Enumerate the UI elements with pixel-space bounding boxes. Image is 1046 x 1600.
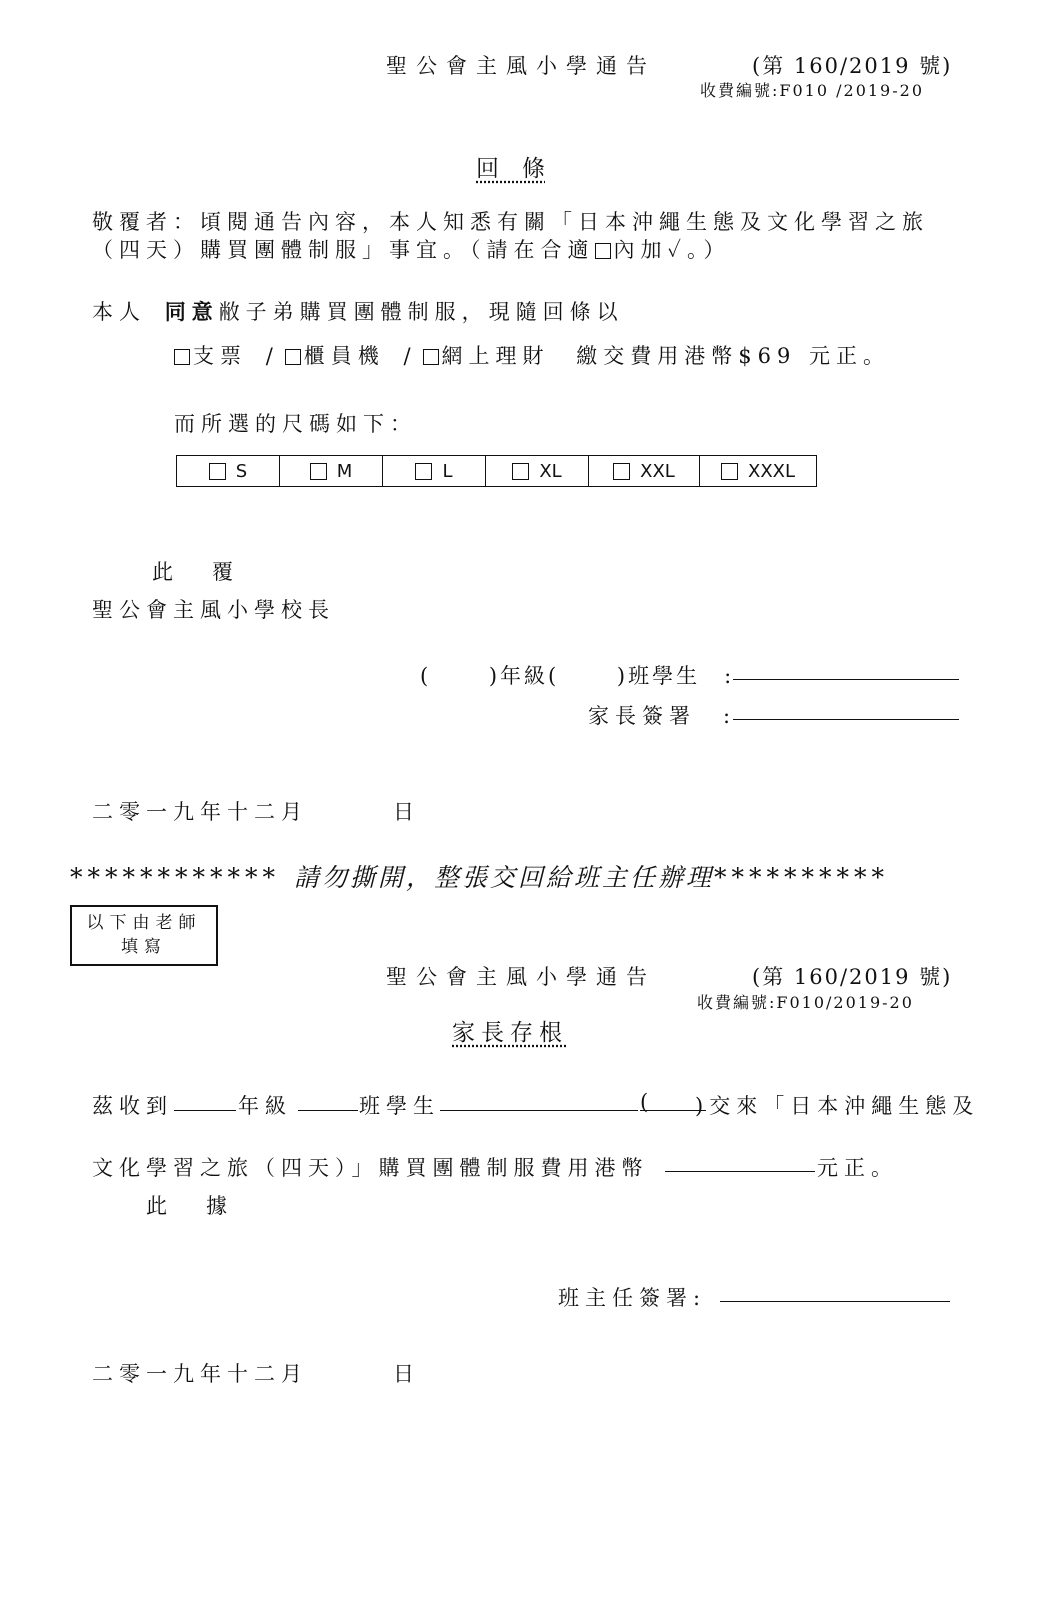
pay-cheque-checkbox[interactable] [174, 349, 190, 365]
payment-options [174, 340, 890, 370]
student-name-line[interactable] [733, 679, 959, 680]
reply-paragraph-line2-end: 內加✓。） [613, 238, 731, 262]
pay-separator: / [403, 344, 417, 368]
stub-student-name-line[interactable] [440, 1110, 638, 1111]
notice-number: (第 160/2019 號) [752, 54, 953, 78]
stub-fee-code: 收費編號:F010/2019-20 [697, 993, 914, 1012]
checkbox-icon[interactable] [721, 463, 738, 480]
consent-prefix: 本人 [92, 300, 146, 324]
stub-teacher-sign-line[interactable] [720, 1301, 950, 1302]
pay-separator: / [265, 344, 279, 368]
size-option-l[interactable] [383, 456, 486, 487]
consent-suffix: 敝子弟購買團體制服，現隨回條以 [218, 300, 624, 324]
reply-date: 二零一九年十二月 [92, 800, 308, 824]
size-option-xxl[interactable] [589, 456, 700, 487]
parent-sign-line[interactable] [733, 719, 959, 720]
stub-grade-line[interactable] [174, 1110, 236, 1111]
stub-amount-line[interactable] [665, 1171, 815, 1172]
size-label: M [336, 460, 353, 482]
divider-stars: ************ [70, 863, 280, 892]
parent-sign-label: 家長簽署 : [588, 704, 737, 728]
fee-code: 收費編號:F010 /2019-20 [700, 81, 924, 100]
stub-line2-a: 文化學習之旅（四天）」購買團體制服費用港幣 [92, 1156, 649, 1180]
pay-online-label: 網上理財 [441, 344, 550, 368]
checkbox-icon[interactable] [415, 463, 432, 480]
checkbox-icon[interactable] [613, 463, 630, 480]
stub-paren-open: ( [640, 1090, 649, 1114]
size-label: XXXL [747, 460, 796, 482]
stub-line2-b: 元正。 [817, 1156, 898, 1180]
school-notice-title: 聖公會主風小學通告 [386, 54, 656, 78]
consent-line [92, 296, 624, 326]
divider-message: 請勿撕開，整張交回給班主任辦理 [293, 863, 714, 892]
stub-line1-a: 茲收到 [92, 1094, 173, 1118]
checkbox-icon[interactable] [310, 463, 327, 480]
consent-agree: 同意 [164, 300, 219, 324]
stub-school-notice: 聖公會主風小學通告 [386, 965, 656, 989]
reply-paragraph-line2-text: （四天）購買團體制服」事宜。（請在合適 [92, 238, 595, 262]
divider-stars: ********** [713, 863, 889, 892]
checkbox-icon[interactable] [512, 463, 529, 480]
size-option-m[interactable] [280, 456, 383, 487]
reply-addressee: 聖公會主風小學校長 [92, 598, 335, 622]
pay-online-checkbox[interactable] [423, 349, 439, 365]
checkbox-icon [595, 243, 611, 259]
teacher-box-line2: 填寫 [121, 937, 167, 957]
stub-teacher-sign-label: 班主任簽署: [558, 1286, 707, 1310]
pay-atm-checkbox[interactable] [285, 349, 301, 365]
size-option-xxxl[interactable] [700, 456, 817, 487]
pay-cheque-label: 支票 [193, 344, 247, 368]
pay-amount: 繳交費用港幣$69 元正。 [576, 344, 890, 368]
size-intro: 而所選的尺碼如下： [174, 412, 417, 436]
pay-atm-label: 櫃員機 [303, 344, 385, 368]
stub-notice-number: (第 160/2019 號) [752, 965, 953, 989]
checkbox-icon[interactable] [209, 463, 226, 480]
reply-paragraph-line2 [92, 234, 731, 264]
teacher-box-line1: 以下由老師 [86, 913, 202, 933]
size-label: L [442, 460, 453, 482]
reply-slip-title: 回 條 [476, 156, 545, 182]
stub-line1-c: 班學生 [359, 1094, 440, 1118]
stub-date: 二零一九年十二月 [92, 1362, 308, 1386]
size-label: XL [539, 460, 562, 482]
stub-title: 家長存根 [452, 1020, 568, 1046]
reply-paragraph-line1: 敬覆者：頃閱通告內容，本人知悉有關「日本沖繩生態及文化學習之旅 [92, 210, 929, 234]
teacher-fill-box [70, 905, 218, 966]
size-option-s[interactable] [177, 456, 280, 487]
reply-closing: 此 覆 [152, 560, 242, 584]
size-option-xl[interactable] [486, 456, 589, 487]
size-label: XXL [640, 460, 675, 482]
stub-line1-d: )交來「日本沖繩生態及 [695, 1094, 980, 1118]
stub-receipt: 此 據 [146, 1194, 236, 1218]
size-label: S [235, 460, 248, 482]
stub-class-line[interactable] [298, 1110, 358, 1111]
stub-date-day: 日 [393, 1362, 414, 1386]
size-table [176, 455, 817, 487]
reply-date-day: 日 [393, 800, 414, 824]
stub-line1-b: 年級 [238, 1094, 292, 1118]
class-label: ( )年級( )班學生 : [420, 664, 735, 688]
tear-off-divider [70, 858, 889, 894]
